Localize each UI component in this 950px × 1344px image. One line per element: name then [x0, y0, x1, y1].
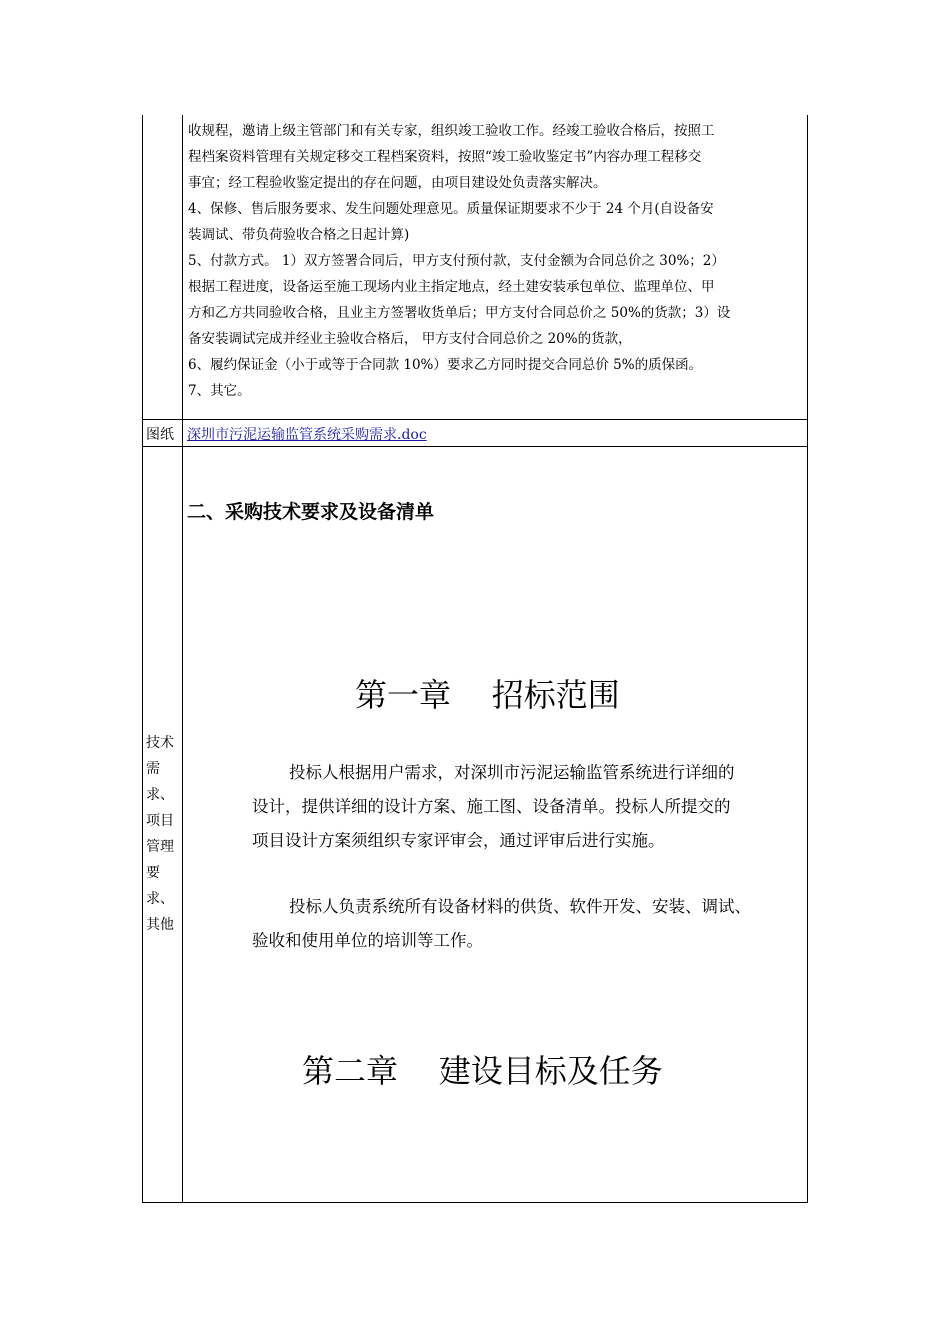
table-bottom-border — [142, 1202, 808, 1203]
row-divider-1 — [142, 419, 808, 420]
terms-line: 备安装调试完成并经业主验收合格后， 甲方支付合同总价之 20%的货款， — [188, 331, 632, 347]
drawings-doc-link[interactable]: 深圳市污泥运输监管系统采购需求.doc — [187, 427, 427, 443]
drawings-label: 图纸 — [146, 427, 174, 443]
para-line: 验收和使用单位的培训等工作。 — [252, 931, 483, 950]
terms-line: 收规程，邀请上级主管部门和有关专家，组织竣工验收工作。经竣工验收合格后，按照工 — [188, 123, 715, 139]
para-line: 投标人负责系统所有设备材料的供货、软件开发、安装、调试、 — [289, 897, 751, 916]
row-divider-2 — [142, 446, 808, 447]
label-line: 项目 — [146, 813, 174, 829]
terms-line: 程档案资料管理有关规定移交工程档案资料，按照“竣工验收鉴定书”内容办理工程移交 — [188, 149, 702, 165]
paragraph-responsibility — [252, 890, 808, 958]
table-left-border — [142, 115, 143, 1203]
label-line: 管理 — [146, 839, 174, 855]
terms-line: 5、付款方式。 1）双方签署合同后，甲方支付预付款，支付金额为合同总价之 30%；2） — [188, 253, 725, 269]
contract-terms-text — [188, 118, 808, 404]
section-title: 二、采购技术要求及设备清单 — [187, 501, 435, 523]
tech-requirements-label — [146, 730, 180, 938]
terms-line: 装调试、带负荷验收合格之日起计算) — [188, 227, 410, 243]
label-line: 技术 — [146, 735, 174, 751]
para-line: 投标人根据用户需求，对深圳市污泥运输监管系统进行详细的 — [289, 763, 735, 782]
para-line: 设计，提供详细的设计方案、施工图、设备清单。投标人所提交的 — [252, 797, 731, 816]
chapter-2-title: 第二章 建设目标及任务 — [302, 1052, 663, 1090]
label-line: 求、 — [146, 891, 174, 907]
para-line: 项目设计方案须组织专家评审会，通过评审后进行实施。 — [252, 831, 665, 850]
paragraph-scope — [252, 756, 808, 858]
terms-line: 方和乙方共同验收合格，且业主方签署收货单后；甲方支付合同总价之 50%的货款；3）设 — [188, 305, 731, 321]
label-line: 求、 — [146, 787, 174, 803]
terms-line: 6、履约保证金（小于或等于合同款 10%）要求乙方同时提交合同总价 5%的质保函。 — [188, 357, 703, 373]
table-column-divider — [182, 115, 183, 1203]
label-line: 要 — [146, 865, 160, 881]
terms-line: 7、其它。 — [188, 383, 251, 399]
chapter-1-title: 第一章 招标范围 — [355, 676, 620, 714]
terms-line: 根据工程进度，设备运至施工现场内业主指定地点，经土建安装承包单位、监理单位、甲 — [188, 279, 715, 295]
label-line: 其他 — [146, 917, 174, 933]
terms-line: 事宜；经工程验收鉴定提出的存在问题，由项目建设处负责落实解决。 — [188, 175, 607, 191]
label-line: 需 — [146, 761, 160, 777]
terms-line: 4、保修、售后服务要求、发生问题处理意见。质量保证期要求不少于 24 个月(自设备安 — [188, 201, 714, 217]
